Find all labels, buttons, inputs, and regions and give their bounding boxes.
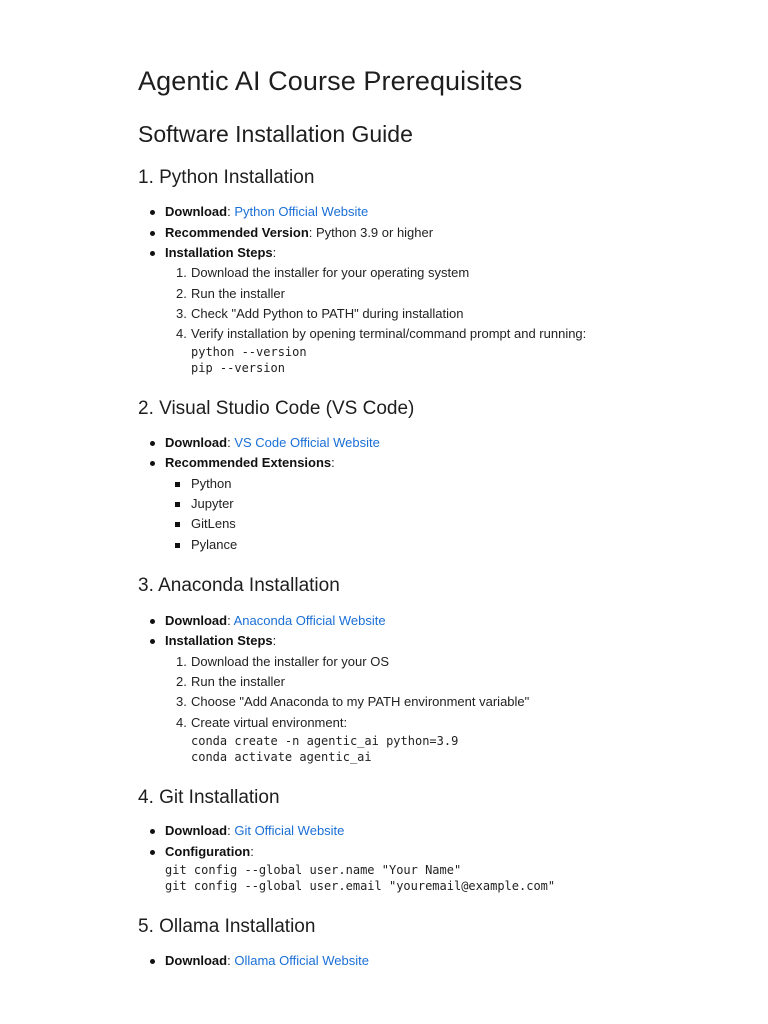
step-number: 1. bbox=[176, 265, 187, 280]
git-download-link[interactable]: Git Official Website bbox=[234, 823, 345, 838]
code-block-git-config: git config --global user.name "Your Name" git config --global user.email "youremail@example.com" bbox=[165, 863, 556, 893]
square-bullet bbox=[175, 502, 180, 507]
extension-name: Jupyter bbox=[191, 496, 234, 511]
installation-steps-label: Installation Steps bbox=[165, 633, 273, 648]
step-text: Verify installation by opening terminal/command prompt and running: bbox=[191, 326, 587, 341]
configuration-label: Configuration bbox=[165, 844, 251, 859]
step-number: 3. bbox=[176, 306, 187, 321]
step-text: Download the installer for your OS bbox=[191, 654, 389, 669]
square-bullet bbox=[175, 522, 180, 527]
step-item bbox=[138, 653, 389, 670]
section-heading-python: 1. Python Installation bbox=[138, 167, 315, 188]
list-item-anaconda-steps: Installation Steps: bbox=[138, 632, 276, 649]
step-item bbox=[138, 325, 586, 342]
recommended-version-label: Recommended Version bbox=[165, 225, 309, 240]
list-item-ollama-download: Download: Ollama Official Website bbox=[138, 952, 369, 969]
step-item bbox=[138, 305, 464, 322]
download-label: Download bbox=[165, 953, 228, 968]
extension-name: Pylance bbox=[191, 537, 238, 552]
list-item-anaconda-download: Download: Anaconda Official Website bbox=[138, 612, 386, 629]
bullet bbox=[150, 850, 155, 855]
extension-item bbox=[138, 475, 231, 492]
page-subtitle: Software Installation Guide bbox=[138, 121, 413, 147]
list-item-vscode-download: Download: VS Code Official Website bbox=[138, 434, 380, 451]
extension-item bbox=[138, 536, 237, 553]
bullet bbox=[150, 959, 155, 964]
step-text: Check "Add Python to PATH" during installation bbox=[191, 306, 464, 321]
step-number: 2. bbox=[176, 286, 187, 301]
code-block-python-version: python --version pip --version bbox=[191, 345, 307, 375]
step-item bbox=[138, 693, 529, 710]
step-text: Download the installer for your operating system bbox=[191, 265, 470, 280]
step-number: 2. bbox=[176, 674, 187, 689]
code-block-conda: conda create -n agentic_ai python=3.9 conda activate agentic_ai bbox=[191, 734, 459, 764]
extension-item bbox=[138, 495, 234, 512]
download-label: Download bbox=[165, 613, 228, 628]
square-bullet bbox=[175, 482, 180, 487]
bullet bbox=[150, 619, 155, 624]
square-bullet bbox=[175, 543, 180, 548]
bullet bbox=[150, 461, 155, 466]
bullet bbox=[150, 231, 155, 236]
anaconda-download-link[interactable]: Anaconda Official Website bbox=[233, 613, 386, 628]
bullet bbox=[150, 441, 155, 446]
step-number: 4. bbox=[176, 326, 187, 341]
bullet bbox=[150, 829, 155, 834]
list-item-python-version bbox=[138, 224, 433, 241]
list-item-python-download: Download: Python Official Website bbox=[138, 203, 368, 220]
step-number: 3. bbox=[176, 694, 187, 709]
step-item bbox=[138, 673, 285, 690]
section-heading-anaconda: 3. Anaconda Installation bbox=[138, 575, 340, 596]
list-item-git-download: Download: Git Official Website bbox=[138, 822, 344, 839]
step-text: Choose "Add Anaconda to my PATH environment variable" bbox=[191, 694, 530, 709]
list-item-python-steps: Installation Steps: bbox=[138, 244, 276, 261]
step-text: Create virtual environment: bbox=[191, 715, 348, 730]
section-heading-git: 4. Git Installation bbox=[138, 787, 280, 808]
step-text: Run the installer bbox=[191, 286, 285, 301]
download-label: Download bbox=[165, 435, 228, 450]
list-item-git-config: Configuration: bbox=[138, 843, 254, 860]
extension-name: GitLens bbox=[191, 516, 236, 531]
step-number: 4. bbox=[176, 715, 187, 730]
extension-item bbox=[138, 515, 236, 532]
bullet bbox=[150, 639, 155, 644]
step-item bbox=[138, 264, 469, 281]
download-label: Download bbox=[165, 823, 228, 838]
bullet bbox=[150, 210, 155, 215]
ollama-download-link[interactable]: Ollama Official Website bbox=[234, 953, 369, 968]
section-heading-ollama: 5. Ollama Installation bbox=[138, 916, 316, 937]
step-item bbox=[138, 285, 285, 302]
list-item-vscode-extensions: Recommended Extensions: bbox=[138, 454, 335, 471]
recommended-version-value: : Python 3.9 or higher bbox=[308, 225, 434, 240]
recommended-extensions-label: Recommended Extensions bbox=[165, 455, 332, 470]
bullet bbox=[150, 251, 155, 256]
page-title: Agentic AI Course Prerequisites bbox=[138, 66, 523, 96]
python-download-link[interactable]: Python Official Website bbox=[234, 204, 369, 219]
step-number: 1. bbox=[176, 654, 187, 669]
vscode-download-link[interactable]: VS Code Official Website bbox=[234, 435, 380, 450]
extension-name: Python bbox=[191, 476, 232, 491]
download-label: Download bbox=[165, 204, 228, 219]
step-item bbox=[138, 714, 347, 731]
section-heading-vscode: 2. Visual Studio Code (VS Code) bbox=[138, 398, 415, 419]
installation-steps-label: Installation Steps bbox=[165, 245, 273, 260]
step-text: Run the installer bbox=[191, 674, 285, 689]
